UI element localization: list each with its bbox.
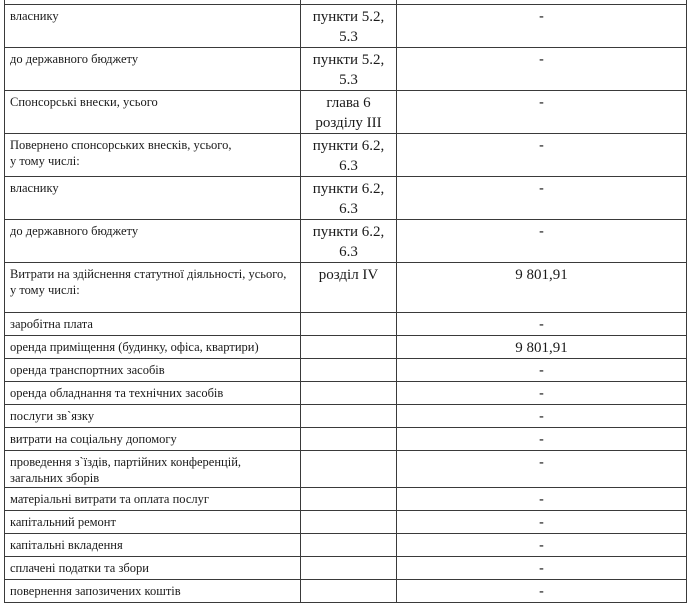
row-value: - bbox=[539, 386, 544, 401]
row-value: - bbox=[539, 455, 544, 470]
row-item-label: власнику bbox=[10, 9, 59, 23]
row-value: - bbox=[539, 138, 544, 153]
table-row bbox=[5, 5, 687, 48]
row-item-label: повернення запозичених коштів bbox=[10, 584, 181, 598]
row-item-label: до державного бюджету bbox=[10, 224, 139, 238]
table-row bbox=[5, 382, 687, 405]
row-value: 9 801,91 bbox=[515, 340, 568, 356]
row-reference: пункти 5.2, 5.3 bbox=[312, 52, 385, 88]
row-value: - bbox=[539, 492, 544, 507]
row-item-label: капітальні вкладення bbox=[10, 538, 123, 552]
table-row bbox=[5, 220, 687, 263]
table-row bbox=[5, 134, 687, 177]
row-item-label: капітальний ремонт bbox=[10, 515, 116, 529]
row-item-label: сплачені податки та збори bbox=[10, 561, 149, 575]
table-row bbox=[5, 91, 687, 134]
row-value: - bbox=[539, 9, 544, 24]
table-row bbox=[5, 488, 687, 511]
table-row bbox=[5, 313, 687, 336]
row-value: - bbox=[539, 224, 544, 239]
table-row bbox=[5, 336, 687, 359]
row-reference: розділ IV bbox=[318, 267, 379, 283]
table-row bbox=[5, 580, 687, 603]
financial-report-table bbox=[4, 0, 687, 603]
row-item-label: до державного бюджету bbox=[10, 52, 139, 66]
table-row bbox=[5, 557, 687, 580]
row-value: - bbox=[539, 432, 544, 447]
table-row bbox=[5, 428, 687, 451]
table-row bbox=[5, 405, 687, 428]
row-value: - bbox=[539, 538, 544, 553]
table-row bbox=[5, 48, 687, 91]
row-value: - bbox=[539, 409, 544, 424]
row-item-label: оренда транспортних засобів bbox=[10, 363, 165, 377]
table-row bbox=[5, 511, 687, 534]
row-reference: пункти 6.2, 6.3 bbox=[312, 138, 385, 174]
row-value: - bbox=[539, 95, 544, 110]
row-value: - bbox=[539, 317, 544, 332]
table-row bbox=[5, 359, 687, 382]
row-reference: глава 6 розділу ІІІ bbox=[315, 95, 382, 131]
row-item-label: оренда обладнання та технічних засобів bbox=[10, 386, 224, 400]
table-row bbox=[5, 451, 687, 488]
table-row bbox=[5, 534, 687, 557]
row-item-label: проведення з`їздів, партійних конференцій, загальних зборів bbox=[10, 455, 242, 485]
row-item-label: Спонсорські внески, усього bbox=[10, 95, 158, 109]
row-item-label: Повернено спонсорських внесків, усього, у тому числі: bbox=[10, 138, 232, 168]
row-reference: пункти 5.2, 5.3 bbox=[312, 9, 385, 45]
row-value: - bbox=[539, 584, 544, 599]
row-item-label: заробітна плата bbox=[10, 317, 93, 331]
row-value: - bbox=[539, 515, 544, 530]
row-value: - bbox=[539, 52, 544, 67]
row-item-label: власнику bbox=[10, 181, 59, 195]
row-item-label: витрати на соціальну допомогу bbox=[10, 432, 177, 446]
row-reference: пункти 6.2, 6.3 bbox=[312, 181, 385, 217]
row-value: - bbox=[539, 363, 544, 378]
row-item-label: Витрати на здійснення статутної діяльності, усього, у тому числі: bbox=[10, 267, 287, 297]
row-value: - bbox=[539, 561, 544, 576]
row-reference: пункти 6.2, 6.3 bbox=[312, 224, 385, 260]
row-item-label: послуги зв`язку bbox=[10, 409, 95, 423]
row-value: 9 801,91 bbox=[515, 267, 568, 283]
row-item-label: матеріальні витрати та оплата послуг bbox=[10, 492, 210, 506]
row-item-label: оренда приміщення (будинку, офіса, квартири) bbox=[10, 340, 259, 354]
table-row bbox=[5, 177, 687, 220]
row-value: - bbox=[539, 181, 544, 196]
table-row bbox=[5, 263, 687, 313]
